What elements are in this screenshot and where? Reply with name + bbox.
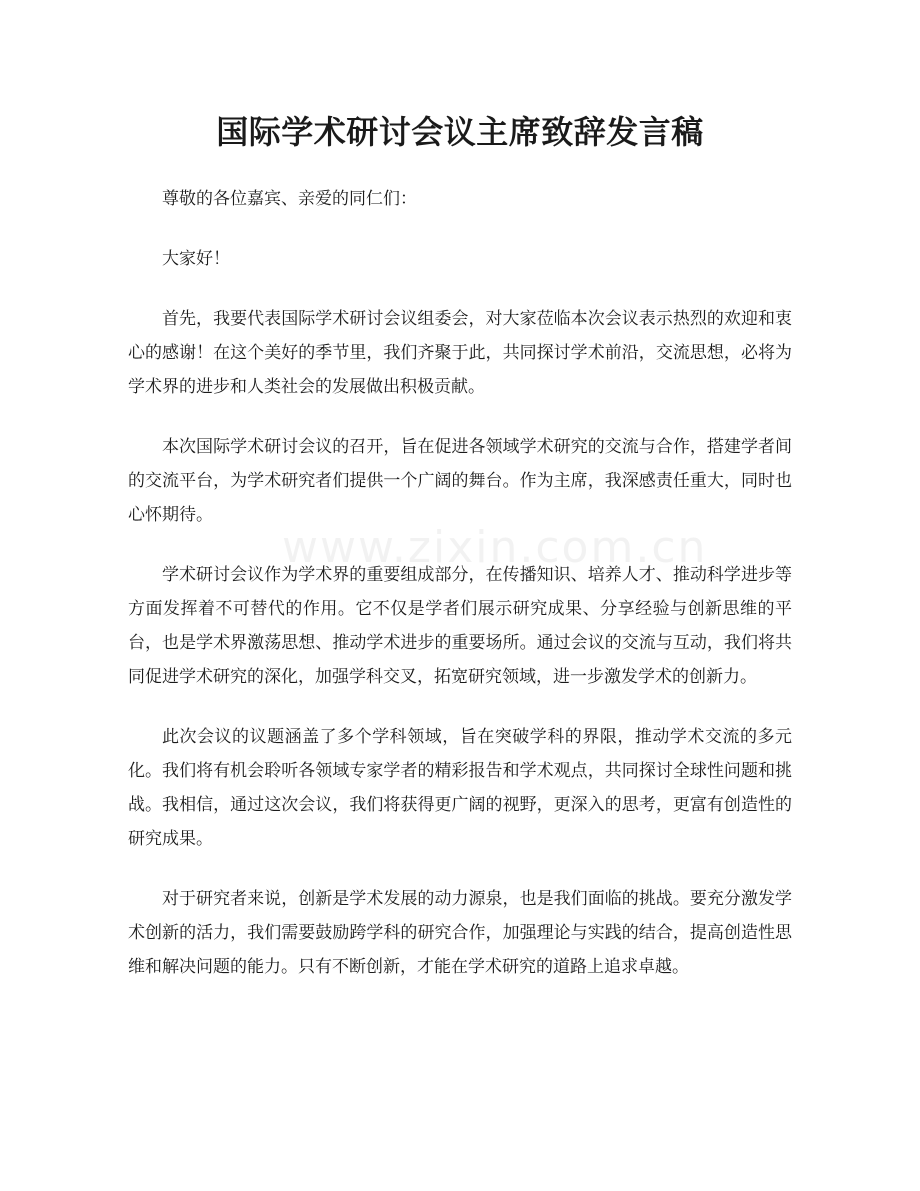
document-title: 国际学术研讨会议主席致辞发言稿 [216,113,704,151]
document-body [128,182,792,984]
paragraph: 对于研究者来说，创新是学术发展的动力源泉，也是我们面临的挑战。要充分激发学术创新的活力，我们需要鼓励跨学科的研究合作，加强理论与实践的结合，提高创造性思维和解决问题的能力。只有不断创新，才能在学术研究的道路上追求卓越。 [128,889,792,977]
paragraph: 学术研讨会议作为学术界的重要组成部分，在传播知识、培养人才、推动科学进步等方面发挥着不可替代的作用。它不仅是学者们展示研究成果、分享经验与创新思维的平台，也是学术界激荡思想、推动学术进步的重要场所。通过会议的交流与互动，我们将共同促进学术研究的深化，加强学科交叉，拓宽研究领域，进一步激发学术的创新力。 [128,565,792,687]
paragraph: 本次国际学术研讨会议的召开，旨在促进各领域学术研究的交流与合作，搭建学者间的交流平台，为学术研究者们提供一个广阔的舞台。作为主席，我深感责任重大，同时也心怀期待。 [128,437,792,525]
watermark: www.zixin.com.cn [282,522,708,573]
paragraph-salutation: 尊敬的各位嘉宾、亲爱的同仁们： [162,189,417,209]
paragraph-greeting: 大家好！ [162,249,230,269]
paragraph: 此次会议的议题涵盖了多个学科领域，旨在突破学科的界限，推动学术交流的多元化。我们将有机会聆听各领域专家学者的精彩报告和学术观点，共同探讨全球性问题和挑战。我相信，通过这次会议，我们将获得更广阔的视野，更深入的思考，更富有创造性的研究成果。 [128,727,792,849]
paragraph: 首先，我要代表国际学术研讨会议组委会，对大家莅临本次会议表示热烈的欢迎和衷心的感谢！在这个美好的季节里，我们齐聚于此，共同探讨学术前沿，交流思想，必将为学术界的进步和人类社会的发展做出积极贡献。 [128,309,792,397]
